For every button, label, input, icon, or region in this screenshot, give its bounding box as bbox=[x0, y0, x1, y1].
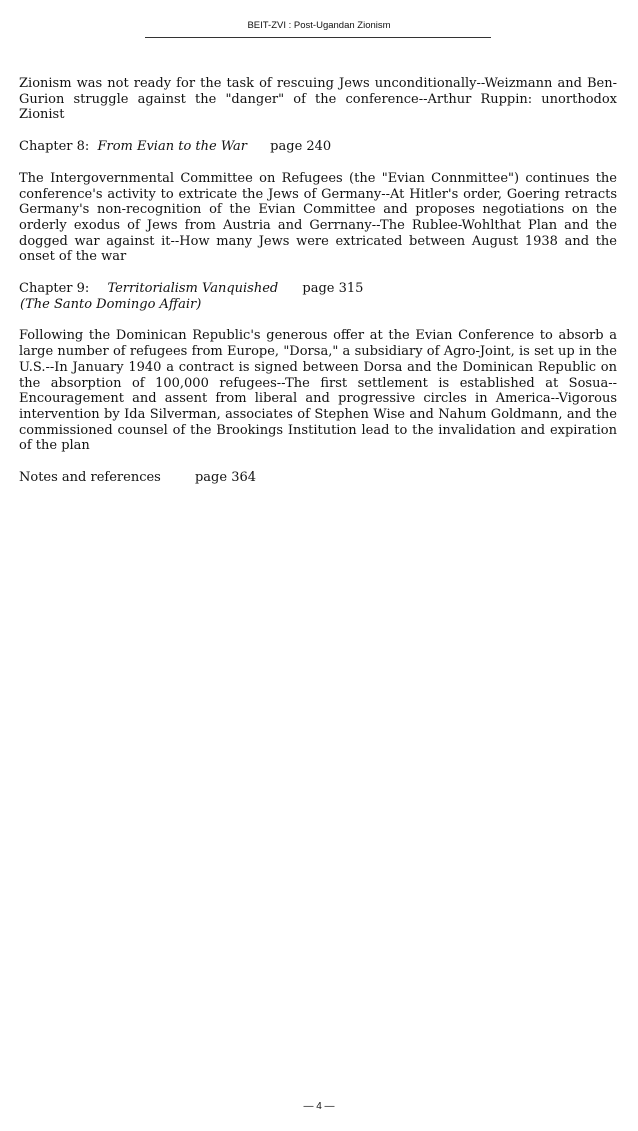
page-number: — 4 — bbox=[303, 1101, 335, 1112]
chapter-9-heading bbox=[19, 281, 617, 297]
intro-summary: Zionism was not ready for the task of rescuing Jews unconditionally--Weizmann and Ben-Gurion struggle against the "danger" of the conference--Arthur Ruppin: unorthodox Zionist bbox=[19, 76, 617, 123]
table-of-contents bbox=[19, 76, 617, 486]
chapter-8-page: page 240 bbox=[270, 139, 332, 155]
chapter-8-title: From Evian to the War bbox=[97, 139, 248, 155]
notes-heading bbox=[19, 470, 617, 486]
notes-label: Notes and references bbox=[19, 470, 161, 486]
notes-page: page 364 bbox=[194, 470, 257, 486]
chapter-9-title: Territorialism Vanquished bbox=[107, 281, 279, 297]
chapter-9-page: page 315 bbox=[302, 281, 364, 297]
chapter-9-subtitle: (The Santo Domingo Affair) bbox=[20, 296, 202, 312]
running-header: BEIT-ZVI : Post-Ugandan Zionism bbox=[247, 20, 391, 31]
header-rule bbox=[145, 37, 491, 38]
chapter-8-summary: The Intergovernmental Committee on Refugees (the "Evian Connmittee") continues the conference's activity to extricate the Jews of Germany--At Hitler's order, Goering retracts Germany's non-recognition of the Evian Committee and proposes negotiations on the orderly exodus of Jews from Austria and Gerrnany--The Rublee-Wohlthat Plan and the dogged war against it--How many Jews were extricated between August 1938 and the onset of the war bbox=[19, 170, 617, 265]
chapter-9-label: Chapter 9: bbox=[19, 281, 90, 297]
chapter-9-summary: Following the Dominican Republic's generous offer at the Evian Conference to absorb a large number of refugees from Europe, "Dorsa," a subsidiary of Agro-Joint, is set up in the U.S.--In January 1940 a contract is signed between Dorsa and the Dominican Republic on the absorption of 100,000 refugees--The first settlement is established at Sosua--Encouragement and assent from liberal and progressive circles in America--Vigorous intervention by Ida Silverman, associates of Stephen Wise and Nahum Goldmann, and the commissioned counsel of the Brookings Institution lead to the invalidation and expiration of the plan bbox=[19, 328, 617, 454]
chapter-8-label: Chapter 8: bbox=[19, 139, 90, 155]
chapter-8-heading bbox=[19, 139, 617, 155]
